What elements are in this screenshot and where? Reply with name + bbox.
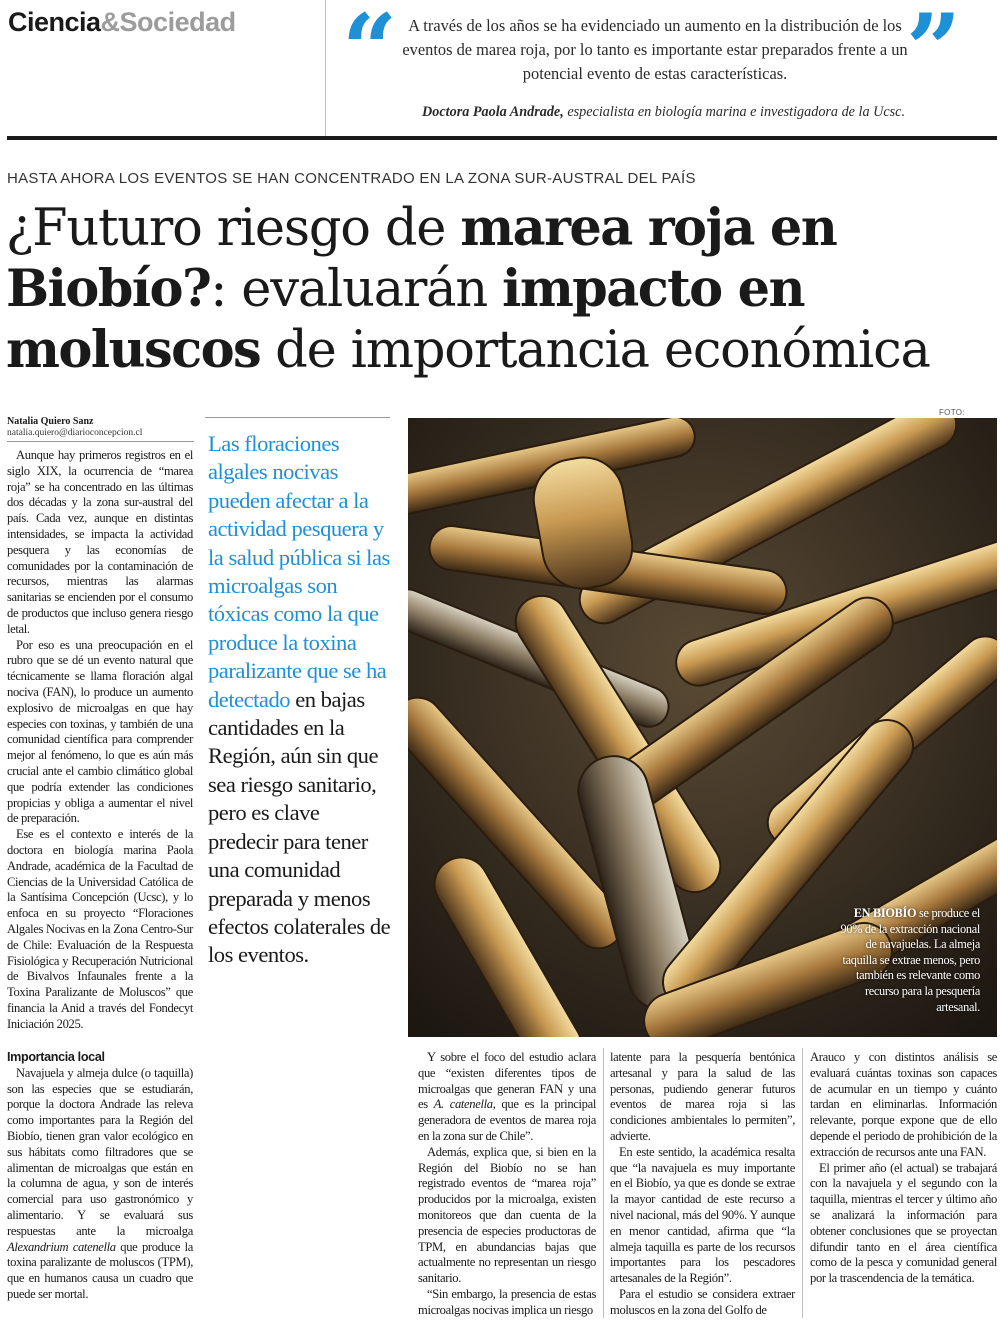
section-subheading: Importancia local xyxy=(7,1050,105,1064)
pullquote-text: en bajas cantidades en la Región, aún sin que sea riesgo sanitario, pero es clave predecir para tener una comunidad preparada y menos efectos colaterales de los eventos. xyxy=(208,686,391,968)
headline-bold-segment: marea roja en xyxy=(460,198,837,258)
article-paragraph: Ese es el contexto e interés de la doctora en biología marina Paola Andrade, académica de la Facultad de Ciencias de la Universidad Católica de la Santísima Concepción (Ucsc), y lo enfoca en su proyecto “Floraciones Algales Nocivas en la Zona Centro-Sur de Chile: Evaluación de la Respuesta Fisiológica y Recuperación Nutricional de Bivalvos Infaunales frente a la Toxina Paralizante de Moluscos” que financia la Anid a través del Fondecyt Iniciación 2025. xyxy=(7,827,193,1031)
paragraph-segment: Navajuela y almeja dulce (o taquilla) son las especies que se estudiarán, porque la doctora Andrade las releva como importantes para la Región del Biobío, tienen gran valor ecológico en sus hábitats como filtradores que se alimentan de microalgas que están en la columna de agua, y son de interés comercial para uso gastronómico y alimentario. Y se evaluará sus respuestas ante la microalga xyxy=(7,1065,193,1238)
species-name: A. catenella xyxy=(433,1097,493,1112)
headline xyxy=(6,198,996,381)
pullquote-highlight: Las floraciones algales nocivas pueden afectar a la actividad pesquera y la salud pública si las microalgas son tóxicas como la que produce la toxina paralizante que se ha detectado xyxy=(208,431,390,712)
header-divider xyxy=(325,0,326,136)
byline-email: natalia.quiero@diarioconcepcion.cl xyxy=(7,428,143,438)
headline-bold-segment: impacto en xyxy=(502,259,805,319)
article-paragraph: Arauco y con distintos análisis se evaluará cuántas toxinas son capaces de acumular en un tiempo y cuánto tardan en eliminarlas. Información relevante, porque expone que de ello depende el periodo de prohibición de la extracción de recursos ante una FAN. xyxy=(810,1050,997,1159)
headline-bold-segment: Biobío? xyxy=(6,259,211,319)
close-quote-icon: ” xyxy=(906,0,962,106)
quote-author: Doctora Paola Andrade, xyxy=(422,104,564,120)
pullquote xyxy=(208,430,393,970)
photo-credit: FOTO: xyxy=(939,408,965,417)
quote-attribution xyxy=(360,102,905,122)
column-divider xyxy=(603,1048,604,1318)
kicker: HASTA AHORA LOS EVENTOS SE HAN CONCENTRADO EN LA ZONA SUR-AUSTRAL DEL PAÍS xyxy=(7,170,696,187)
article-column-4 xyxy=(810,1050,997,1287)
headline-bold-segment: moluscos xyxy=(6,320,261,380)
section-title-part1: Ciencia xyxy=(8,7,101,37)
header-rule xyxy=(7,136,997,140)
open-quote-icon: “ xyxy=(342,0,398,106)
caption-lead: EN BIOBÍO xyxy=(853,906,917,920)
column-divider xyxy=(802,1048,803,1318)
quote-author-role: especialista en biología marina e investigadora de la Ucsc. xyxy=(563,104,905,120)
article-paragraph xyxy=(418,1050,596,1145)
photo-caption xyxy=(838,906,980,1015)
article-paragraph: Aunque hay primeros registros en el siglo XIX, la ocurrencia de “marea roja” se ha concentrado en las últimas dos décadas y la zona sur-austral del país. Cada vez, aunque en distintas intensidades, se impacta la actividad pesquera y las economías de comunidades por la contaminación de recursos, mientras las alarmas sanitarias se encienden por el consumo de productos que incluso genera riesgo letal. xyxy=(7,448,193,636)
article-column-3 xyxy=(610,1050,795,1319)
article-column-1-continued xyxy=(7,1050,193,1303)
species-name: Alexandrium catenella xyxy=(7,1239,116,1254)
section-title xyxy=(8,4,236,40)
article-column-1 xyxy=(7,448,193,1032)
article-paragraph: latente para la pesquería bentónica artesanal y para la salud de las personas, pudiendo generar futuros eventos de marea roja si las condiciones ambientales lo permiten”, advierte. xyxy=(610,1050,795,1143)
article-paragraph: Para el estudio se considera extraer moluscos en la zona del Golfo de xyxy=(610,1286,795,1317)
caption-text: se produce el 90% de la extracción nacional de navajuelas. La almeja taquilla se extrae menos, pero también es relevante como recurso para la pesquería artesanal. xyxy=(840,906,980,1014)
pullquote-rule xyxy=(205,417,390,418)
section-title-part2: Sociedad xyxy=(119,7,236,37)
article-paragraph: En este sentido, la académica resalta que “la navajuela es muy importante en el Biobío, ya que es donde se extrae la mayor cantidad de este recurso a nivel nacional, más del 90%. Y aunque en menor cantidad, afirma que “la almeja taquilla es parte de los recursos importantes para los pescadores artesanales de la Región”. xyxy=(610,1144,795,1286)
article-column-2 xyxy=(418,1050,596,1319)
byline-rule xyxy=(7,441,194,442)
article-paragraph xyxy=(7,1066,193,1303)
article-paragraph: Por eso es una preocupación en el rubro que se dé un evento natural que técnicamente se llama floración algal nociva (FAN), lo produce un aumento explosivo de microalgas en que hay especies con toxinas, y también de una comunidad científica para comprender mejor al fenómeno, lo que es aún más crucial ante el cambio climático global que podría extender las condiciones propicias y obliga a aumentar el nivel de preparación. xyxy=(7,637,193,826)
article-paragraph: Además, explica que, si bien en la Región del Biobío no se han registrado eventos de “marea roja” producidos por la microalga, existen monitoreos que dan cuenta de la presencia de especies productoras de TPM, en abundancias bajas que actualmente no representan un riesgo sanitario. xyxy=(418,1144,596,1286)
paragraph-segment: que produce la toxina paralizante de moluscos (TPM), que en humanos causa un cuadro que puede ser mortal. xyxy=(7,1239,193,1301)
headline-segment: de importancia económica xyxy=(260,321,930,380)
featured-quote: A través de los años se ha evidenciado un aumento en la distribución de los eventos de marea roja, por lo tanto es importante estar preparados frente a un potencial evento de estas características. xyxy=(402,16,908,83)
paragraph-segment: Y sobre el foco del estudio aclara que “existen diferentes tipos de microalgas que generan FAN y una es xyxy=(418,1050,596,1112)
section-title-ampersand: & xyxy=(100,7,120,37)
paragraph-segment: , que es la principal generadora de eventos de marea roja en la zona sur de Chile”. xyxy=(418,1097,597,1143)
headline-segment: : evaluarán xyxy=(210,260,503,319)
article-paragraph: “Sin embargo, la presencia de estas microalgas nocivas implica un riesgo xyxy=(418,1286,596,1317)
byline-author: Natalia Quiero Sanz xyxy=(7,416,94,427)
article-paragraph: El primer año (el actual) se trabajará con la navajuela y el segundo con la taquilla, mientras el tercer y último año se analizará la información para obtener conclusiones que se proyectan difundir tanto en el área científica como de la pesca y comunidad general por la trascendencia de la temática. xyxy=(810,1160,997,1286)
headline-segment: ¿Futuro riesgo de xyxy=(6,199,461,258)
